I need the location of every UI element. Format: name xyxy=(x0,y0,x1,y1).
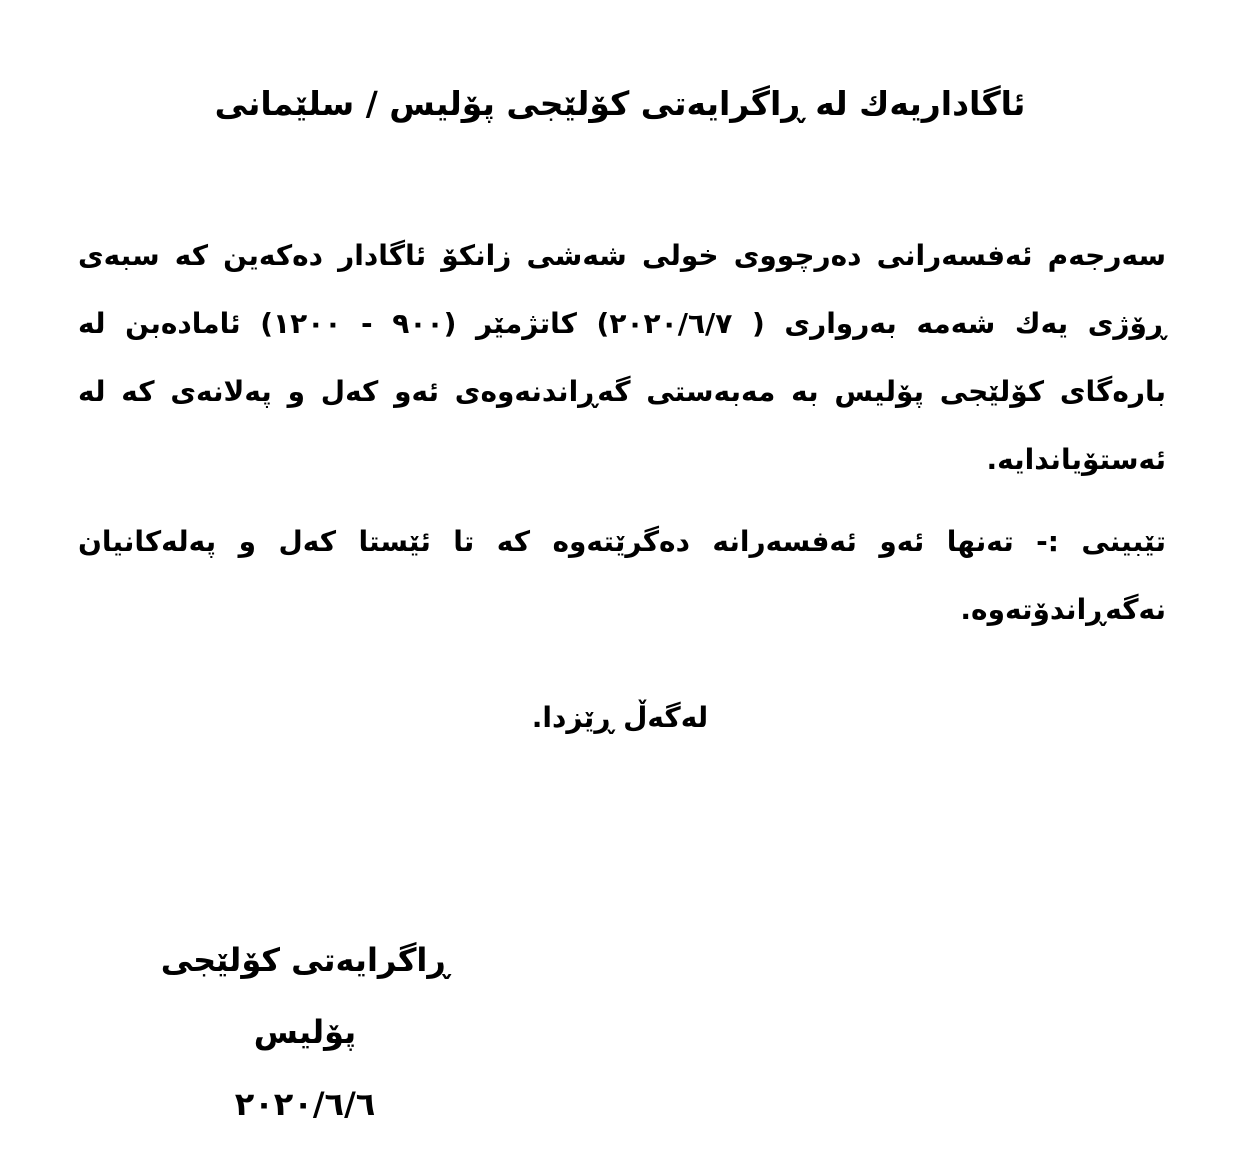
document-title: ئاگاداریەك لە ڕاگرایەتی كۆلێجی پۆلیس / سلێمانی xyxy=(214,84,1026,123)
signature-name: ڕاگرایەتی کۆلێجی پۆلیس xyxy=(160,941,450,1051)
closing-line: لەگەڵ ڕێزدا. xyxy=(531,701,709,734)
signature-date: ٢٠٢٠/٦/٦ xyxy=(234,1085,376,1123)
document-body xyxy=(78,222,1166,658)
announcement-paragraph: سەرجەم ئەفسەرانی دەرچووی خولی شەشی زانکۆ ئاگادار دەکەین کە سبەی ڕۆژی یەك شەمە بەرواری ( ٢٠٢٠/٦/٧) کاتژمێر (٩٠٠ - ١٢٠٠) ئامادەبن لە بارەگای کۆلێجی پۆلیس بە مەبەستی گەڕاندنەوەی ئەو کەل و پەلانەی کە لە ئەستۆیاندایە. xyxy=(78,239,1166,476)
note-paragraph: تێبینی :- تەنها ئەو ئەفسەرانە دەگرێتەوە کە تا ئێستا کەل و پەلەکانیان نەگەڕاندۆتەوە. xyxy=(78,525,1166,626)
signature-block xyxy=(120,924,490,1140)
